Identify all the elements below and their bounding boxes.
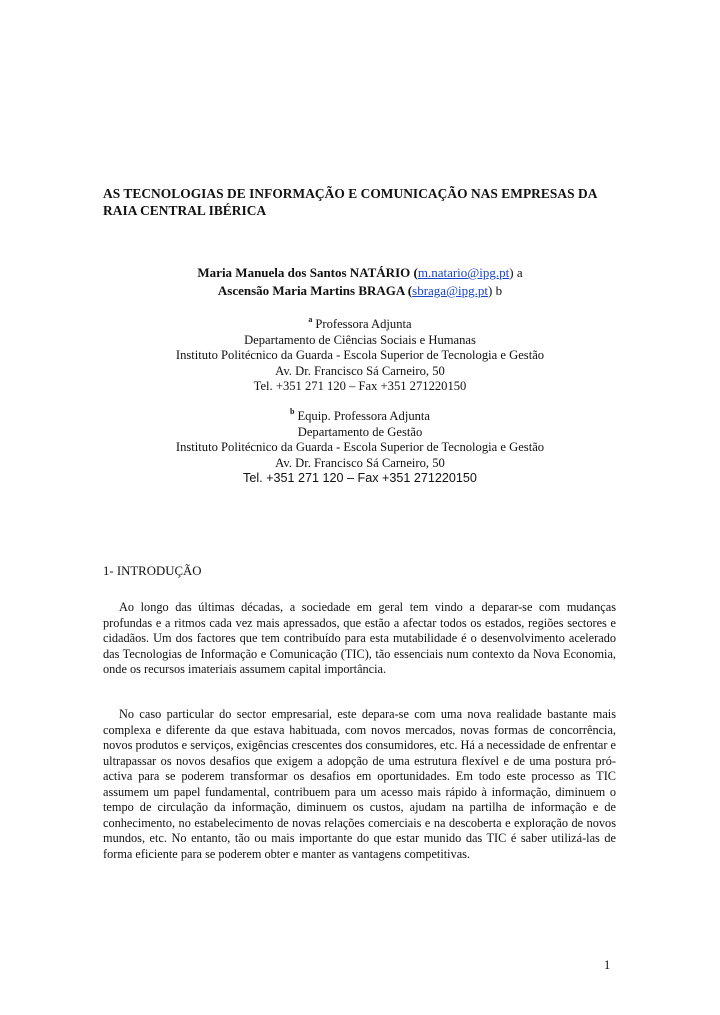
affiliation-a-role: Professora Adjunta	[315, 317, 412, 331]
author-2-email-link[interactable]: sbraga@ipg.pt	[412, 283, 489, 298]
affiliation-b-department: Departamento de Gestão	[297, 424, 423, 439]
affiliation-b-phone: Tel. +351 271 120 – Fax +351 271220150	[243, 471, 477, 485]
author-2-name: Ascensão Maria Martins BRAGA (	[217, 283, 413, 298]
author-1-email-link[interactable]: m.natario@ipg.pt	[417, 265, 510, 280]
affiliation-a	[0, 312, 720, 395]
author-1	[0, 264, 720, 282]
affiliation-b-address: Av. Dr. Francisco Sá Carneiro, 50	[275, 455, 445, 470]
affiliation-a-address: Av. Dr. Francisco Sá Carneiro, 50	[275, 363, 445, 378]
affiliation-b-institution: Instituto Politécnico da Guarda - Escola Superior de Tecnologia e Gestão	[175, 440, 545, 454]
page-number: 1	[604, 958, 611, 972]
affiliation-b	[0, 404, 720, 487]
affiliation-a-mark: a	[308, 315, 313, 324]
intro-paragraph-2: No caso particular do sector empresarial, este depara-se com uma nova realidade bastante mais complexa e diferente da que estava habituada, com novos mercados, novas formas de concorrência, novos produtos e serviços, exigências crescentes dos consumidores, etc. Há a necessidade de enfrentar e ultrapassar os novos desafios que exigem a adopção de uma estrutura flexível e de uma postura pró-activa para se poderem transformar os desafios em oportunidades. Em todo este processo as TIC assumem um papel fundamental, contribuem para um acesso mais rápido à informação, diminuem o tempo de circulação da informação, diminuem os custos, ajudam na partilha de informação e de conhecimento, no estabelecimento de novas relações comerciais e na descoberta e exploração de novos mundos, etc. No entanto, tão ou mais importante do que estar munido das TIC é saber utilizá-las de forma eficiente para se poderem obter e manter as vantagens competitivas.	[103, 707, 616, 861]
affiliation-b-mark: b	[289, 407, 295, 416]
author-2	[0, 282, 720, 300]
paper-title: AS TECNOLOGIAS DE INFORMAÇÃO E COMUNICAÇÃO NAS EMPRESAS DA RAIA CENTRAL IBÉRICA	[103, 186, 597, 218]
author-list	[0, 264, 720, 300]
author-1-suffix: ) a	[509, 265, 523, 280]
affiliation-b-role: Equip. Professora Adjunta	[297, 409, 431, 423]
author-2-suffix: ) b	[488, 283, 503, 298]
author-1-name: Maria Manuela dos Santos NATÁRIO (	[197, 265, 418, 280]
section-heading: 1- INTRODUÇÃO	[103, 564, 202, 578]
intro-paragraph-1: Ao longo das últimas décadas, a sociedade em geral tem vindo a deparar-se com mudanças profundas e a ritmos cada vez mais apressados, que estão a afectar todos os estados, regiões sectores e cidadãos. Um dos factores que tem contribuído para esta mutabilidade é o desenvolvimento acelerado das Tecnologias de Informação e Comunicação (TIC), tão essenciais num contexto da Nova Economia, onde os recursos imateriais assumem capital importância.	[103, 600, 616, 676]
affiliation-a-phone: Tel. +351 271 120 – Fax +351 271220150	[253, 379, 467, 393]
affiliation-a-department: Departamento de Ciências Sociais e Humanas	[244, 332, 476, 347]
affiliation-a-institution: Instituto Politécnico da Guarda - Escola Superior de Tecnologia e Gestão	[175, 348, 545, 362]
